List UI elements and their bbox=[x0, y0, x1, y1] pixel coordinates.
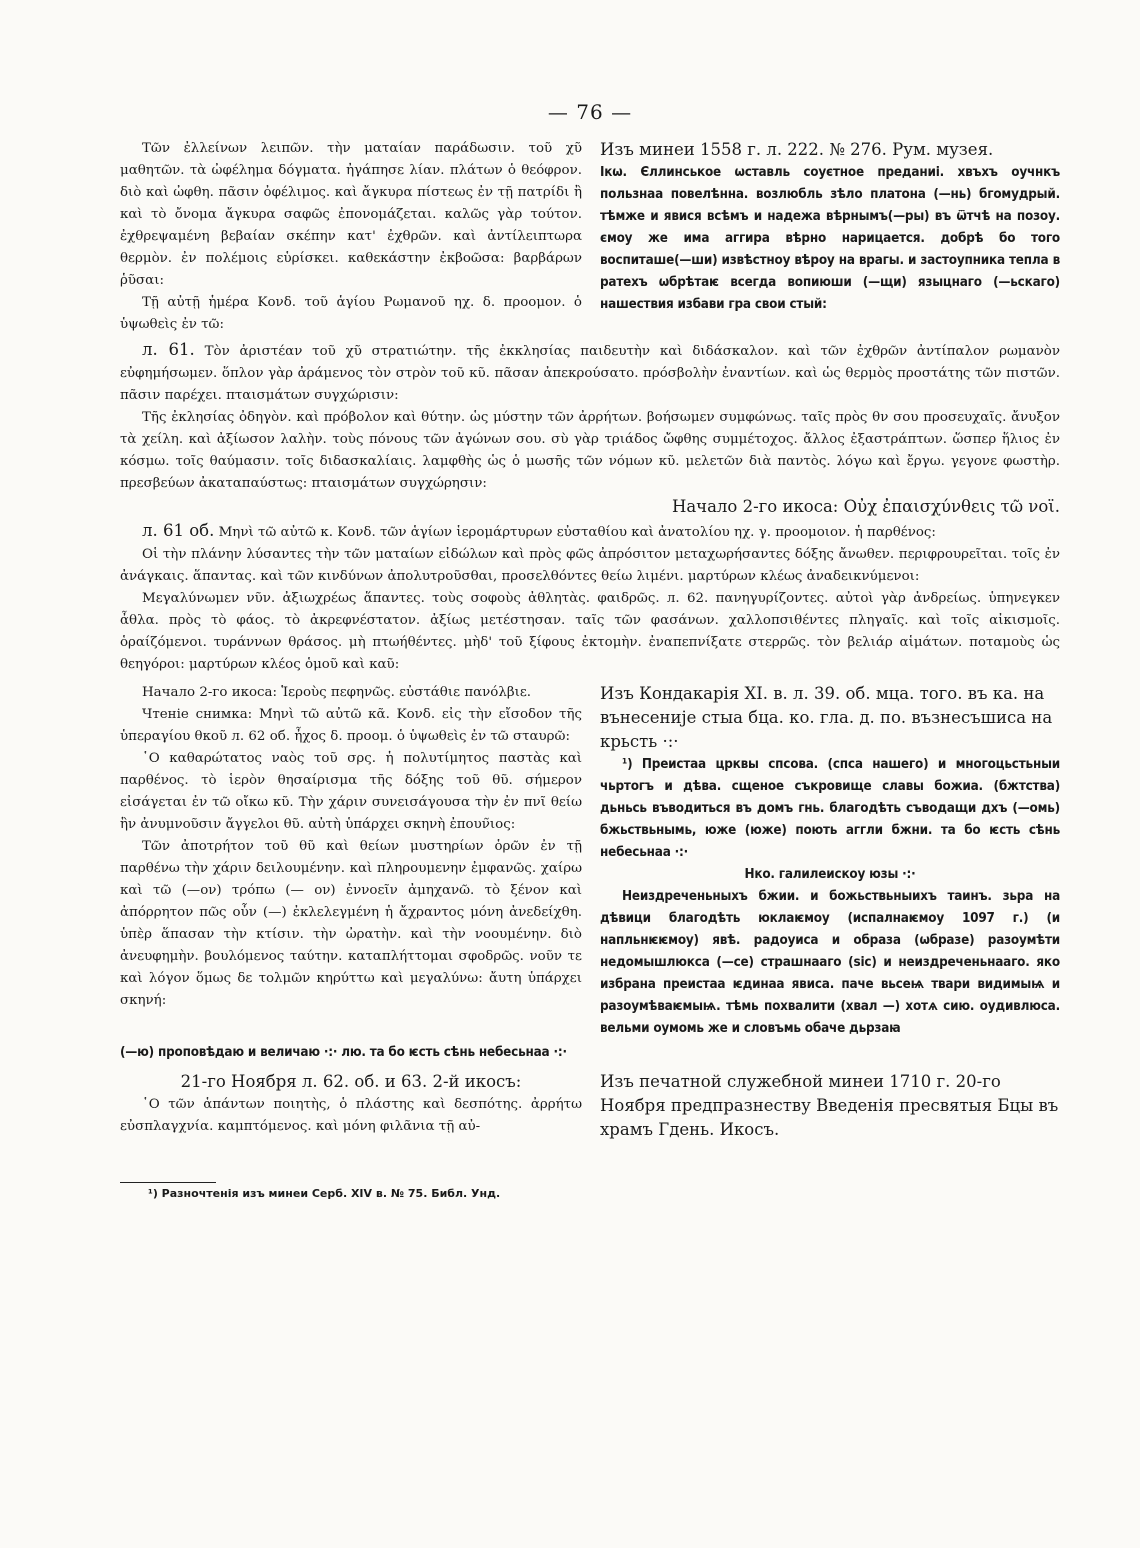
last-columns bbox=[120, 1070, 1060, 1142]
middle-section bbox=[120, 338, 1060, 676]
greek-paragraph: ῾Ο καθαρώτατος ναὸς τοῦ σρς. ἡ πολυτίμητος παστὰς καὶ παρθένος. τὸ ἱερὸν θησαίρισμα τῆς δόξης τοῦ θῦ. σήμερον εἰσάγεται ἐν τῶ οἴκω κῦ. Τὴν χάριν συνεισάγουσα τὴν ἐν πνῖ θείω ἣν ἀνυμνοῦσιν ἄγγελοι θῦ. αὐτὴ ὑπάρχει σκηνὴ ἐπουν̃ιος: bbox=[120, 751, 582, 832]
reading-label: Чтеніе снимка: Μηνὶ τῶ αὐτῶ κᾶ. Κονδ. εἰς τὴν εἴσοδον τῆς ὑπεραγίου θκοῦ л. 62 об. ἦχος δ. προομ. ὁ ὑψωθεὶς ἐν τῶ σταυρῶ: bbox=[120, 707, 582, 744]
section-title: 21-го Ноября л. 62. об. и 63. 2-й икосъ: bbox=[180, 1072, 522, 1091]
folio-label: л. 61. bbox=[142, 340, 195, 359]
bottom-left-column bbox=[120, 682, 582, 1040]
top-right-column bbox=[600, 138, 1060, 336]
greek-text-block: Τῶν ἐλλείνων λειπῶν. τὴν ματαίαν παράδωσιν. τοῦ χῦ μαθητῶν. τὰ ὠφέλημα δόγματα. ἠγάπησε λίαν. πλάτων ὁ θεόφρον. διὸ καὶ ὠφθη. πᾶσιν ὀφέλιμος. καὶ ἄγκυρα πίστεως ἐν τῇ πατρίδι ἢ καὶ τὸ ὄνομα ἄγκυρα σαφῶς ἐπονομάζεται. καλῶς γὰρ τούτον. ἐχθρεψαμένη βεβαίαν σκέπην κατ' ἐχθρῶν. καὶ ἀντίλειπτωρα θερμὸν. ἐν πολέμοις εὑρίσκει. καθεκάστην ἐκβοῶσα: βαρβάρων ῥῦσαι: bbox=[120, 141, 582, 288]
greek-text: Μηνὶ τῶ αὐτῶ κ. Κονδ. τῶν ἁγίων ἱερομάρτυρων εὐσταθίου καὶ ἀνατολίου ηχ. γ. προομοιον. ἡ παρθένος: bbox=[218, 525, 936, 540]
slavonic-paragraph: ¹) Преистаа црквы спсова. (спса нашего) и многоцьстьныи чьртогъ и дѣва. сщеное съкровище славы божиа. (бжтства) дьньсь въводиться въ домъ гнь. благодѣть съводащи дхъ (—омь) бжьствьнымь, юже (юже) поють аггли бжни. та бо ѥсть сѣнь небесьнаа ·:· bbox=[600, 757, 1060, 860]
ikos-start: Начало 2-го икоса: Ἱεροὺς πεφηνῶς. εὐστάθιε πανόλβιε. bbox=[142, 685, 532, 700]
bottom-right-column bbox=[600, 682, 1060, 1040]
source-text: Изъ печатной служебной минеи 1710 г. 20-го Ноября предпразнеству Введенія пресвятыя Бцы въ храмъ Гдень. bbox=[600, 1072, 1059, 1139]
footnote-rule bbox=[120, 1182, 216, 1183]
ikos-label: Икосъ. bbox=[719, 1120, 780, 1139]
source-heading bbox=[600, 1070, 1060, 1142]
greek-paragraph: ῾Ο τῶν ἁπάντων ποιητὴς, ὁ πλάστης καὶ δεσπότης. ἀρρήτω εὐσπλαγχνία. καμπτόμενος. καὶ μόνη φιλᾶνια τῇ αὐ- bbox=[120, 1097, 582, 1134]
greek-paragraph bbox=[120, 338, 1060, 407]
greek-paragraph: Μεγαλύνωμεν νῦν. ἀξιωχρέως ἅπαντες. τοὺς σοφοὺς ἀθλητὰς. φαιδρῶς. л. 62. πανηγυρίζοντες. αὐτοὶ γὰρ ἀνδρείως. ὑπηνεγκεν ἆθλα. πρὸς τὸ φάος. τὸ ἀκρεφνέστατον. ἀξίως μετέστησαν. ταῖς τῶν φασάνων. χαλλοπσιθέντες πληγαῖς. καὶ τοῖς αἰκισμοῖς. ὁραίζόμενοι. τυράννων θράσος. μὴ πτωήθέντες. μὴδ' τοῦ ξίφους ἐκτομὴν. ἐναπεπνίξατε στερρῶς. τὸν βελιάρ αἱμάτων. ποταμοὺς ὡς θεηγόροι: μαρτύρων κλέος ὁμοῦ καὶ καῦ: bbox=[120, 591, 1060, 672]
greek-paragraph bbox=[120, 519, 1060, 544]
greek-text: Τὸν ἀριστέαν τοῦ χῦ στρατιώτην. τῆς ἐκκλησίας παιδευτὴν καὶ διδάσκαλον. καὶ τῶν ἐχθρῶν ἀντίπαλον ρωμανὸν εὐφημήσωμεν. ὅπλον γὰρ ἀράμενος τὸν στρὸν τοῦ κῦ. πᾶσαν ἀπεκρούσατο. πρόσβολὴν ἐναντίων. καὶ ὡς θερμὸς προστάτης τῶν πιστῶν. πᾶσιν παρέχει. πταισμάτων συγχώρισιν: bbox=[120, 344, 1060, 403]
page-number: — 76 — bbox=[547, 100, 633, 124]
source-heading: Изъ Кондакарія XI. в. л. 39. об. мца. того. въ ка. на вънесеније стыа бца. ко. гла. д. по. възнесъшиса на крьсть ·:· bbox=[600, 684, 1053, 751]
slavonic-paragraph: Неиздреченьныхъ бжии. и божьствьныихъ таинъ. зьра на дѣвици благодѣть юклаѥмоу (испалнаѥмоу 1097 г.) (и напльнѥѥмоу) явѣ. радоуиса и образа (ѡбразе) разоумѣти недомышлюкса (—се) страшнааго (sic) и неиздреченьнааго. яко избрана преистаа ѥдинаа явиса. паче вьсеѩ твари видимыѩ и разоумѣваѥмыѩ. тѣмь похвалити (хвал —) хотѧ сию. оудивлюса. вельми оумомь же и словъмь обаче дьрзаꙗ bbox=[600, 889, 1060, 1036]
slavonic-subheading: Нко. галилеискоу юзы ·:· bbox=[744, 867, 916, 882]
footnote: ¹) Разночтенія изъ минеи Серб. XIV в. № 75. Библ. Унд. bbox=[148, 1187, 501, 1200]
top-left-column bbox=[120, 138, 582, 336]
ikos-start-note: Начало 2-го икоса: Οὐχ ἐπαισχύνθεις τῶ νοϊ. bbox=[671, 497, 1060, 516]
folio-label: л. 61 об. bbox=[142, 521, 215, 540]
slavonic-full-line: (—ю) проповѣдаю и величаю ·:· лю. та бо ѥсть сѣнь небесьнаа ·:· bbox=[120, 1045, 567, 1060]
greek-text-block: Τῇ αὐτῇ ἡμέρα Κονδ. τοῦ ἁγίου Ρωμανοῦ ηχ. δ. προομον. ὁ ὑψωθεὶς ἐν τῶ: bbox=[120, 295, 582, 332]
greek-paragraph: Τῶν ἀποτρήτον τοῦ θῦ καὶ θείων μυστηρίων ὁρῶν ἐν τῇ παρθένω τὴν χάριν δειλουμένην. καὶ πληρουμενην ἐμφανῶς. χαίρω καὶ τῶ (—ον) τρόπω (— ον) ἐννοεῖν ἀμηχανῶ. τὸ ξένον καὶ ἀπόρρητον πῶς οὖν (—) ἐκλελεγμένη ἡ ἄχραντος μόνη ἀνεδείχθη. ὑπὲρ ἅπασαν τὴν κτίσιν. τὴν ὠρατὴν. καὶ τὴν νοουμένην. διὸ ἀνευφημὴν. βουλόμενος ταύτην. καταπλήττομαι σφοδρῶς. νοῦν τε καὶ λόγον ὅμως δε τολμῶν κηρύττω καὶ μεγαλύνω: ἄυτη ὑπάρχει σκηνή: bbox=[120, 839, 582, 1008]
bottom-columns bbox=[120, 682, 1060, 1040]
last-right-column bbox=[600, 1070, 1060, 1142]
last-left-column bbox=[120, 1070, 582, 1142]
greek-paragraph: Οἱ τὴν πλάνην λύσαντες τὴν τῶν ματαίων εἰδώλων καὶ πρὸς φῶς ἀπρόσιτον μεταχωρήσαντες δόξης ἄνωθεν. περιφρουρεῖται. τοῖς ἐν ἀνάγκαις. ἅπαντας. καὶ τῶν κινδύνων ἀπολυτροῦσθαι, προσελθόντες θείω λιμένι. μαρτύρων κλέως ἀναδεικνύμενοι: bbox=[120, 547, 1060, 584]
source-heading: Изъ минеи 1558 г. л. 222. № 276. Рум. музея. bbox=[600, 140, 994, 159]
slavonic-text-block: Ікѡ. Єллинськое ѡставль соуєтное преданиі. хвъхъ оучнкъ пользнаа повелѣннa. возлюбль зѣло платона (—нь) бгомудрый. тѣмже и явися всѣмъ и надежа вѣрнымъ(—ры) въ ѿтчѣ на позоу. ємоу же има аггира вѣрно нарицается. добрѣ бо того воспиташе(—ши) извѣстноу вѣроу на врагы. и застоупника тепла в ратехъ ѡбрѣтаѥ всегда вопиюши (—щи) языцнаго (—ьскаго) нашествия избави гра свои стый: bbox=[600, 165, 1060, 312]
top-columns bbox=[120, 138, 1060, 336]
greek-paragraph: Τῆς ἐκλησίας ὀδηγὸν. καὶ πρόβολον καὶ θύτην. ὡς μύστην τῶν ἀρρήτων. βοήσωμεν συμφώνως. ταῖς πρὸς θν σου προσευχαῖς. ἄνυξον τὰ χείλη. καὶ ἀξίωσον λαλὴν. τοὺς πόνους τῶν ἀγώνων σου. σὺ γὰρ τριάδος ὤφθης συμμέτοχος. ἄλλος ἐξαστράπτων. ὥσπερ ἥλιος ἐν κόσμω. τοῖς θαύμασιν. τοῖς διδασκαλίαις. λαμφθὴς ὡς ὁ μωσῆς τῶν νόμων κῦ. μελετῶν διὰ παντὸς. λόγω καὶ ἔργω. γεγονε φωστὴρ. πρεσβεύων ἀκαταπαύστως: πταισμάτων συγχώρησιν: bbox=[120, 410, 1060, 491]
document-page bbox=[120, 100, 1060, 1200]
